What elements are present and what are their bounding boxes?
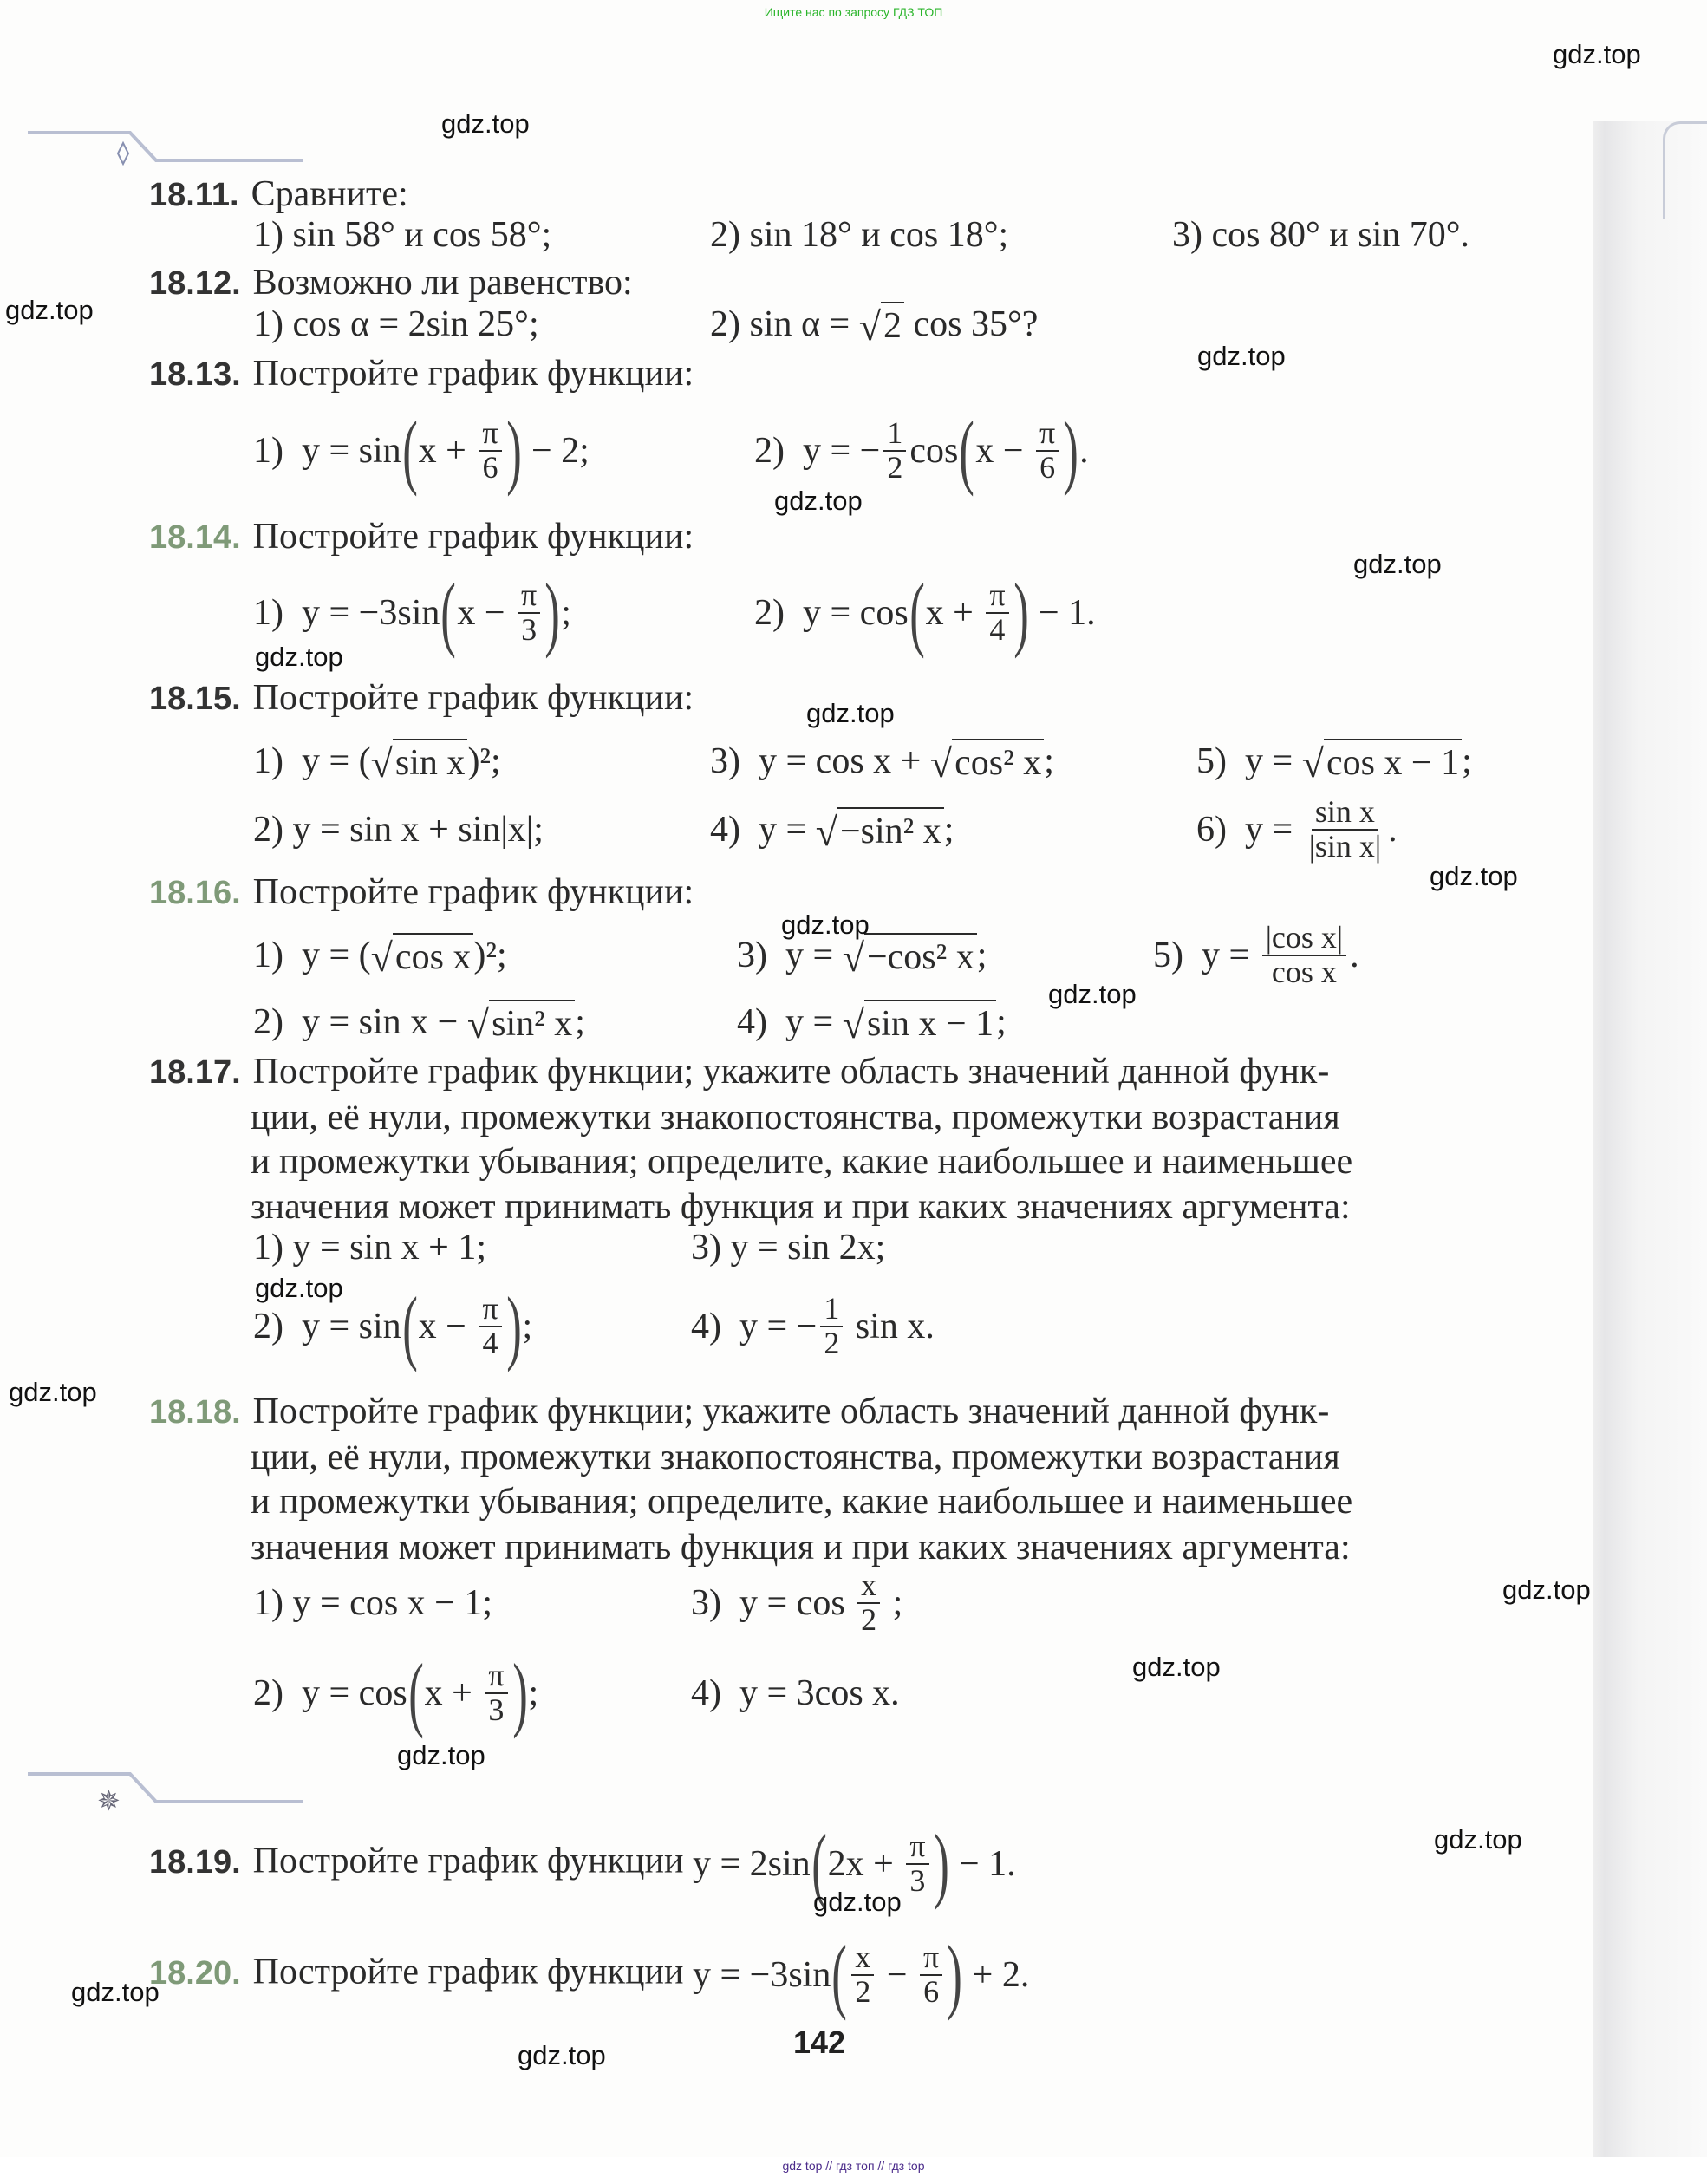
denominator: 2 — [861, 1602, 877, 1637]
problem-heading — [149, 518, 694, 555]
math-text: cos — [909, 431, 959, 471]
math-text: − 1. — [949, 1844, 1016, 1884]
math-text: 1) y = ( — [253, 741, 371, 781]
fraction — [479, 417, 501, 485]
problem-number: 18.12. — [149, 265, 241, 302]
math-text: 1) y = cos x − 1; — [253, 1583, 493, 1623]
problem-number: 18.16. — [149, 875, 241, 911]
paren-open: ( — [407, 1646, 424, 1739]
sqrt-icon: √ — [466, 1002, 490, 1046]
problem-number: 18.19. — [149, 1843, 241, 1881]
paren-close: ) — [511, 1646, 528, 1739]
math-text: 1) sin 58° и cos 58°; — [253, 215, 552, 255]
page-fold-shadow — [1593, 121, 1707, 2159]
watermark: gdz.top — [1553, 39, 1641, 69]
math-text: + 2. — [963, 1955, 1030, 1995]
paren-open: ( — [401, 404, 418, 497]
paren-close: ) — [505, 1280, 522, 1372]
math-text: 2x + — [827, 1844, 903, 1884]
radicand: −cos² x — [864, 933, 977, 978]
problem-heading — [149, 355, 694, 392]
math-text: 2) y = sin x + sin|x|; — [253, 810, 544, 850]
sqrt-icon: √ — [815, 810, 837, 854]
watermark: gdz.top — [1430, 861, 1518, 891]
fraction — [1036, 417, 1059, 485]
math-text: ; — [883, 1583, 903, 1623]
math-item — [253, 404, 590, 497]
paren-close: ) — [1013, 566, 1029, 659]
denominator: 2 — [887, 450, 903, 485]
problem-text-line: значения может принимать функция и при каких значениях аргумента: — [251, 1528, 1351, 1568]
problem-number: 18.13. — [149, 356, 241, 393]
watermark: gdz.top — [441, 108, 530, 139]
math-text: ; — [561, 593, 571, 633]
numerator: π — [479, 1293, 501, 1327]
math-text: 1) y = ( — [253, 936, 371, 975]
math-text: sin x. — [846, 1307, 935, 1346]
problem-number: 18.20. — [149, 1954, 241, 1992]
math-text: x + — [424, 1673, 482, 1713]
problem-text: Постройте график функции — [252, 1841, 693, 1881]
problem-text: Постройте график функции: — [252, 517, 694, 557]
math-item — [710, 192, 1008, 278]
math-item — [691, 1204, 885, 1291]
star-icon: ✵ — [97, 1785, 121, 1816]
paren-open: ( — [811, 1817, 827, 1910]
denominator: cos x — [1271, 955, 1337, 989]
fraction — [857, 1569, 880, 1637]
problem-text: Сравните: — [251, 174, 408, 214]
math-item — [692, 1928, 1030, 2021]
watermark: gdz.top — [774, 486, 863, 516]
square-root — [859, 302, 904, 347]
math-item — [710, 786, 954, 873]
math-text: 4) y = − — [691, 1307, 818, 1346]
problem-number: 18.14. — [149, 519, 241, 556]
sqrt-icon: √ — [858, 304, 881, 349]
math-text: 3) y = cos — [691, 1583, 855, 1623]
math-text: 2) y = cos — [754, 593, 909, 633]
math-item — [253, 1646, 539, 1739]
header-note: Ищите нас по запросу ГДЗ ТОП — [764, 5, 943, 19]
math-text: 4) y = 3cos x. — [691, 1673, 900, 1713]
sqrt-icon: √ — [929, 741, 953, 786]
watermark: gdz.top — [397, 1740, 485, 1770]
square-root — [1302, 739, 1462, 784]
fraction — [883, 417, 906, 485]
watermark: gdz.top — [1502, 1574, 1591, 1605]
fraction — [485, 1659, 507, 1727]
denominator: 3 — [521, 612, 538, 647]
numerator: x — [857, 1569, 880, 1604]
watermark: gdz.top — [781, 909, 870, 940]
fraction — [1262, 922, 1346, 989]
radicand: −sin² x — [837, 807, 944, 852]
math-text: 3) y = sin 2x; — [691, 1228, 886, 1268]
math-text: . — [1350, 936, 1359, 975]
watermark: gdz.top — [71, 1977, 160, 2007]
fraction — [820, 1293, 843, 1360]
denominator: 3 — [488, 1692, 505, 1727]
numerator: |cos x| — [1262, 922, 1346, 956]
square-root — [816, 807, 944, 852]
paren-open: ( — [909, 566, 925, 659]
math-text: x − — [457, 593, 515, 633]
fraction — [906, 1830, 928, 1898]
math-text: ; — [1044, 741, 1054, 781]
watermark: gdz.top — [1353, 549, 1442, 579]
radicand: cos x — [393, 933, 474, 978]
math-text: )²; — [473, 936, 507, 975]
math-text: . — [1079, 431, 1089, 471]
math-item — [710, 281, 1038, 368]
math-text: 1) y = sin x + 1; — [253, 1228, 487, 1268]
problem-text: Постройте график функции — [252, 1952, 693, 1992]
denominator: |sin x| — [1308, 829, 1382, 864]
math-text: cos 35°? — [903, 304, 1039, 344]
section-divider-star — [26, 1767, 312, 1819]
problem-heading — [149, 1393, 1329, 1430]
math-text: ; — [996, 1002, 1007, 1042]
numerator: π — [1036, 417, 1059, 452]
problem-heading — [149, 1928, 1030, 2021]
watermark: gdz.top — [1132, 1652, 1221, 1682]
math-text: ; — [943, 810, 954, 850]
math-text: 5) y = — [1196, 741, 1302, 781]
fraction — [986, 579, 1008, 647]
denominator: 6 — [482, 450, 498, 485]
numerator: 1 — [883, 417, 906, 452]
math-text: . — [1388, 810, 1398, 850]
numerator: π — [485, 1659, 507, 1694]
math-text: 2) y = sin — [253, 1307, 401, 1346]
math-text: ; — [1462, 741, 1472, 781]
radicand: sin x − 1 — [864, 1000, 996, 1045]
paren-open: ( — [401, 1280, 418, 1372]
paren-open: ( — [959, 404, 975, 497]
math-text: ; — [575, 1002, 585, 1042]
square-root — [843, 1000, 996, 1045]
math-text: 2) y = − — [754, 431, 881, 471]
problem-text-line: Постройте график функции; укажите область значений данной функ- — [252, 1392, 1330, 1431]
math-item — [754, 404, 1089, 497]
sqrt-icon: √ — [370, 936, 393, 980]
denominator: 2 — [824, 1326, 840, 1360]
math-item — [1153, 912, 1359, 999]
sqrt-icon: √ — [842, 936, 864, 980]
fraction — [518, 579, 540, 647]
math-text: 2) sin 18° и cos 18°; — [710, 215, 1009, 255]
problem-text: Постройте график функции: — [252, 678, 694, 718]
problem-number: 18.15. — [149, 681, 241, 717]
denominator: 4 — [482, 1326, 498, 1360]
paren-close: ) — [933, 1817, 949, 1910]
math-item — [1196, 786, 1398, 873]
math-text: 1) y = sin — [253, 431, 401, 471]
sqrt-icon: √ — [370, 741, 393, 786]
fraction — [920, 1941, 942, 2009]
math-text: 3) y = — [737, 936, 843, 975]
denominator: 4 — [989, 612, 1006, 647]
problem-text-line: и промежутки убывания; определите, какие наибольшее и наименьшее — [251, 1142, 1353, 1182]
sqrt-icon: √ — [1301, 741, 1324, 786]
math-text: )²; — [467, 741, 501, 781]
math-text: y = 2sin — [692, 1844, 811, 1884]
problem-text: Постройте график функции: — [252, 872, 694, 912]
square-root — [930, 739, 1044, 784]
math-item — [691, 1560, 902, 1646]
numerator: π — [479, 417, 501, 452]
math-item — [1172, 192, 1469, 278]
numerator: π — [986, 579, 1008, 614]
problem-text-line: и промежутки убывания; определите, какие наибольшее и наименьшее — [251, 1482, 1353, 1522]
problem-text-line: ции, её нули, промежутки знакопостоянства, промежутки возрастания — [251, 1098, 1340, 1138]
numerator: π — [518, 579, 540, 614]
math-text: − — [877, 1955, 917, 1995]
sqrt-icon: √ — [842, 1002, 864, 1046]
page-edge-decoration — [1663, 121, 1707, 219]
numerator: 1 — [820, 1293, 843, 1327]
footer-note: gdz top // гдз топ // гдз top — [782, 2159, 925, 2173]
math-text: x − — [975, 431, 1033, 471]
watermark: gdz.top — [806, 698, 895, 728]
radicand: sin² x — [489, 1000, 575, 1045]
watermark: gdz.top — [9, 1377, 97, 1407]
math-text: 6) y = — [1196, 810, 1302, 850]
watermark: gdz.top — [255, 642, 343, 672]
problem-heading — [149, 680, 694, 716]
radicand: sin x — [393, 739, 468, 784]
paren-close: ) — [947, 1928, 962, 2021]
watermark: gdz.top — [5, 295, 94, 325]
watermark: gdz.top — [518, 2040, 606, 2070]
paren-open: ( — [440, 566, 457, 659]
problem-heading — [149, 1053, 1329, 1090]
paren-close: ) — [544, 566, 560, 659]
fraction — [479, 1293, 501, 1360]
math-text: 1) cos α = 2sin 25°; — [253, 304, 539, 344]
numerator: π — [920, 1941, 942, 1976]
paren-close: ) — [1063, 404, 1078, 497]
math-text: 2) sin α = — [710, 304, 859, 344]
square-root — [371, 739, 468, 784]
math-text: − 1. — [1029, 593, 1096, 633]
fraction — [1306, 796, 1384, 864]
problem-number: 18.11. — [149, 177, 239, 213]
problem-heading — [149, 874, 694, 910]
numerator: x — [851, 1941, 874, 1976]
denominator: 6 — [1039, 450, 1056, 485]
math-text: x − — [418, 1307, 476, 1346]
math-text: 1) y = −3sin — [253, 593, 440, 633]
denominator: 6 — [923, 1974, 940, 2009]
square-root — [467, 1000, 575, 1045]
math-item — [691, 1650, 900, 1737]
problem-text-line: ции, её нули, промежутки знакопостоянства, промежутки возрастания — [251, 1438, 1340, 1477]
math-text: 3) y = cos x + — [710, 741, 930, 781]
radicand: cos² x — [952, 739, 1044, 784]
paren-close: ) — [505, 404, 522, 497]
math-item — [691, 1283, 935, 1370]
watermark: gdz.top — [255, 1273, 343, 1303]
radicand: cos x − 1 — [1324, 739, 1462, 784]
math-item — [253, 1560, 492, 1646]
math-item — [253, 786, 544, 873]
problem-number: 18.18. — [149, 1394, 241, 1431]
math-text: ; — [976, 936, 987, 975]
math-text: 3) cos 80° и sin 70°. — [1172, 215, 1470, 255]
section-divider-diamond — [26, 126, 312, 169]
watermark: gdz.top — [1434, 1824, 1522, 1855]
problem-text: Возможно ли равенство: — [252, 263, 633, 303]
diamond-icon — [118, 143, 128, 164]
problem-text: Постройте график функции: — [252, 354, 694, 394]
math-text: x + — [418, 431, 476, 471]
denominator: 2 — [855, 1974, 871, 2009]
numerator: sin x — [1312, 796, 1378, 831]
math-text: 5) y = — [1153, 936, 1259, 975]
math-text: ; — [528, 1673, 539, 1713]
page-number: 142 — [793, 2024, 846, 2060]
denominator: 3 — [909, 1863, 926, 1898]
radicand: 2 — [881, 302, 904, 347]
paren-open: ( — [831, 1928, 848, 2021]
square-root — [371, 933, 474, 978]
math-text: y = −3sin — [692, 1955, 831, 1995]
math-text: 4) y = — [737, 1002, 843, 1042]
math-text: 4) y = — [710, 810, 816, 850]
problem-text-line: Постройте график функции; укажите область значений данной функ- — [252, 1052, 1330, 1092]
watermark: gdz.top — [1197, 341, 1286, 371]
problem-number: 18.17. — [149, 1054, 241, 1091]
problem-text-line: значения может принимать функция и при каких значениях аргумента: — [251, 1187, 1351, 1227]
fraction — [851, 1941, 874, 2009]
math-text: 2) y = cos — [253, 1673, 407, 1713]
numerator: π — [906, 1830, 928, 1865]
watermark: gdz.top — [813, 1887, 902, 1917]
watermark: gdz.top — [1048, 979, 1137, 1009]
math-text: − 2; — [522, 431, 590, 471]
math-text: x + — [925, 593, 983, 633]
math-item — [754, 566, 1096, 659]
math-text: 2) y = sin x − — [253, 1002, 467, 1042]
math-text: ; — [522, 1307, 533, 1346]
